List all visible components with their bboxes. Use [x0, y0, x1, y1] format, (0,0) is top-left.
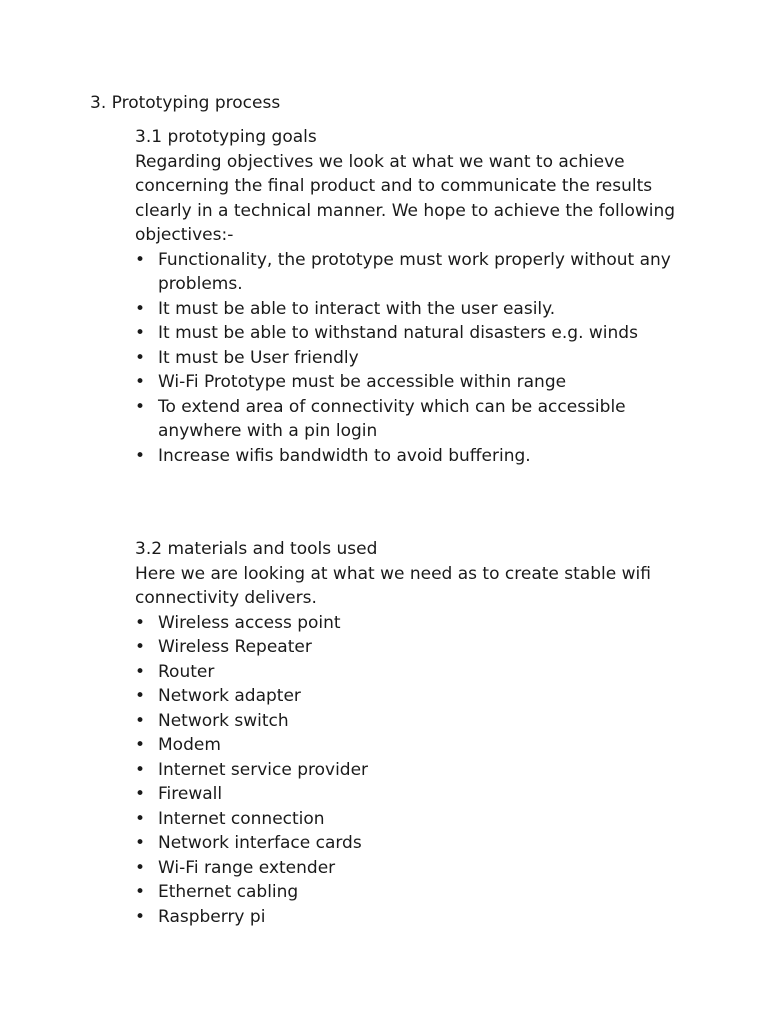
materials-tools-section	[135, 537, 695, 929]
list-item: • Wi-Fi Prototype must be accessible within range	[135, 370, 695, 395]
list-item: • Network switch	[135, 709, 695, 734]
list-item: • Firewall	[135, 782, 695, 807]
list-item: • To extend area of connectivity which can be accessible anywhere with a pin login	[135, 395, 695, 444]
list-item: • Modem	[135, 733, 695, 758]
intro-paragraph: Here we are looking at what we need as to create stable wifi connectivity delivers.	[135, 563, 651, 608]
objectives-list	[135, 248, 695, 469]
list-item: • Network interface cards	[135, 831, 695, 856]
list-item: • It must be User friendly	[135, 346, 695, 371]
list-item: • Ethernet cabling	[135, 880, 695, 905]
list-item: • Router	[135, 660, 695, 685]
subsection-title: 3.2 materials and tools used	[135, 539, 378, 559]
subsection-title: 3.1 prototyping goals	[135, 127, 317, 147]
list-item: • Raspberry pi	[135, 905, 695, 930]
list-item: • Functionality, the prototype must work properly without any problems.	[135, 248, 695, 297]
list-item: • It must be able to interact with the user easily.	[135, 297, 695, 322]
list-item: • Wi-Fi range extender	[135, 856, 695, 881]
section-heading: 3. Prototyping process	[90, 93, 281, 113]
intro-paragraph: Regarding objectives we look at what we want to achieve concerning the final product and to communicate the results clearly in a technical manner. We hope to achieve the following objectives:-	[135, 151, 676, 245]
list-item: • Internet connection	[135, 807, 695, 832]
list-item: • Increase wifis bandwidth to avoid buffering.	[135, 444, 695, 469]
materials-list	[135, 611, 695, 930]
prototyping-goals-section	[135, 125, 695, 468]
list-item: • It must be able to withstand natural disasters e.g. winds	[135, 321, 695, 346]
list-item: • Internet service provider	[135, 758, 695, 783]
list-item: • Wireless Repeater	[135, 635, 695, 660]
list-item: • Network adapter	[135, 684, 695, 709]
list-item: • Wireless access point	[135, 611, 695, 636]
